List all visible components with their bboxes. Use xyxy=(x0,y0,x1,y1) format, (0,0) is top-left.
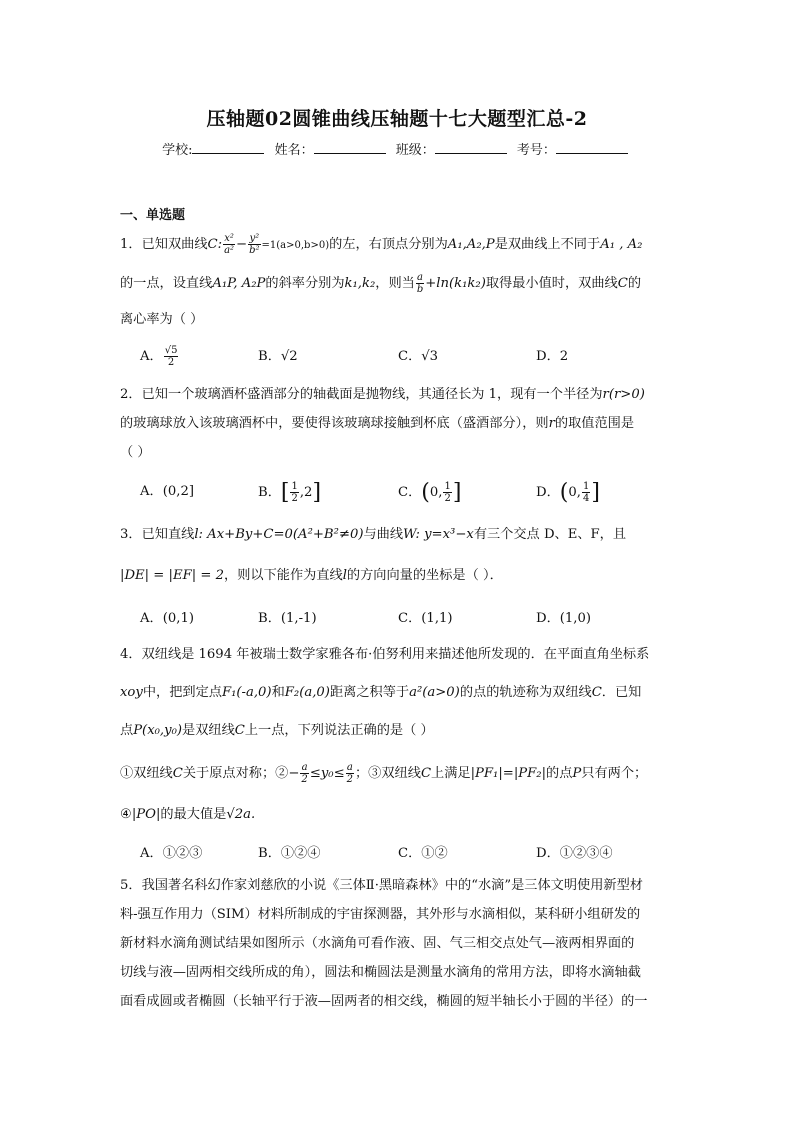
q4-options xyxy=(140,842,680,864)
hyperbola-equation: C: $\frac{\text{x²}}{\text{a²}}$ − $\frac{\text{y²}}{\text{b²}}$ =1(a>0,b>0) xyxy=(207,233,330,256)
q3-line1: 3．已知直线l: Ax+By+C=0(A²+B²≠0)与曲线W: y=x³−x有三个交点 D、E、F，且 xyxy=(120,527,627,542)
q5-line5: 面看成圆或者椭圆（长轴平行于液—固两者的相交线，椭圆的短半轴长小于圆的半径）的一 xyxy=(120,994,648,1009)
q2-line1: 2．已知一个玻璃酒杯盛酒部分的轴截面是抛物线，其通径长为 1，现有一个半径为r(r>0) xyxy=(120,387,645,402)
section-heading: 一、单选题 xyxy=(120,208,186,223)
q2-option-d[interactable]: D．(0, $\frac{1}{4}$ ] xyxy=(536,480,600,505)
q4-option-d[interactable]: D．①②③④ xyxy=(536,846,613,861)
q2-line3: （ ） xyxy=(120,445,151,460)
name-blank[interactable] xyxy=(314,141,386,154)
q4-line3: 点P(x₀,y₀)是双纽线C上一点，下列说法正确的是（ ） xyxy=(120,723,434,738)
q3-line2: |DE| = |EF| = 2，则以下能作为直线l的方向向量的坐标是（ ）． xyxy=(120,568,503,583)
q5-line2: 料-强互作用力（SIM）材料所制成的宇宙探测器，其外形与水滴相似，某科研小组研发的 xyxy=(120,907,641,922)
q2-option-c[interactable]: C．(0, $\frac{1}{2}$ ] xyxy=(398,480,462,505)
school-blank[interactable] xyxy=(192,141,264,154)
q5-line1: 5．我国著名科幻作家刘慈欣的小说《三体Ⅱ·黑暗森林》中的“水滴”是三体文明使用新型材 xyxy=(120,878,643,893)
q2-option-b[interactable]: B．[ $\frac{1}{2}$ ,2] xyxy=(258,480,322,505)
q4-line5: ④|PO|的最大值是√2a. xyxy=(120,807,256,822)
student-info-line xyxy=(0,139,794,158)
page-title: 压轴题02圆锥曲线压轴题十七大题型汇总-2 xyxy=(206,108,588,130)
q1-options xyxy=(140,345,680,367)
q3-option-c[interactable]: C．(1,1) xyxy=(398,611,453,626)
q3-options xyxy=(140,607,680,629)
q2-option-a[interactable]: A．(0,2] xyxy=(140,484,194,499)
q1-option-c[interactable]: C．√3 xyxy=(398,349,439,364)
q1-line2: 的一点，设直线A₁P, A₂P的斜率分别为k₁,k₂，则当 $\frac{a}{b}$ +ln(k₁k₂)取得最小值时，双曲线C的 xyxy=(120,272,641,295)
q5-line4: 切线与液—固两相交线所成的角），圆法和椭圆法是测量水滴角的常用方法，即将水滴轴截 xyxy=(120,965,641,980)
q4-option-c[interactable]: C．①② xyxy=(398,846,448,861)
q4-line2: xoy中，把到定点F₁(-a,0)和F₂(a,0)距离之积等于a²(a>0)的点的轨迹称为双纽线C．已知 xyxy=(120,685,642,700)
q1-line1: 1．已知双曲线C: $\frac{\text{x²}}{\text{a²}}$ − $\frac{\text{y²}}{\text{b²}}$ =1(a>0,b>0)的左，右顶点分别为A₁,A₂,P是双曲线上不同于A₁ , A₂ xyxy=(120,233,643,256)
q1-option-b[interactable]: B．√2 xyxy=(258,349,298,364)
q4-option-b[interactable]: B．①②④ xyxy=(258,846,321,861)
q1-option-a[interactable]: A． $\frac{√5}{2}$ xyxy=(140,345,178,368)
q3-option-b[interactable]: B．(1,-1) xyxy=(258,611,317,626)
exam-no-label: 考号： xyxy=(516,143,556,158)
q4-line1: 4．双纽线是 1694 年被瑞士数学家雅各布·伯努利用来描述他所发现的．在平面直角坐标系 xyxy=(120,647,650,662)
name-label: 姓名： xyxy=(274,143,314,158)
class-blank[interactable] xyxy=(435,141,507,154)
q4-option-a[interactable]: A．①②③ xyxy=(140,846,203,861)
q2-options xyxy=(140,480,680,505)
q5-line3: 新材料水滴角测试结果如图所示（水滴角可看作液、固、气三相交点处气—液两相界面的 xyxy=(120,936,635,951)
q2-line2: 的玻璃球放入该玻璃酒杯中，要使得该玻璃球接触到杯底（盛酒部分），则r的取值范围是 xyxy=(120,416,635,431)
q3-option-a[interactable]: A．(0,1) xyxy=(140,611,194,626)
q4-line4: ①双纽线C关于原点对称；②− $\frac{a}{2}$ ≤y₀≤ $\frac{a}{2}$ ；③双纽线C上满足|PF₁|=|PF₂|的点P只有两个； xyxy=(120,762,648,785)
class-label: 班级： xyxy=(395,143,435,158)
q1-line3: 离心率为（ ） xyxy=(120,312,204,327)
q1-option-d[interactable]: D．2 xyxy=(536,349,569,364)
school-label: 学校: xyxy=(162,143,193,158)
exam-no-blank[interactable] xyxy=(556,141,628,154)
q3-option-d[interactable]: D．(1,0) xyxy=(536,611,592,626)
